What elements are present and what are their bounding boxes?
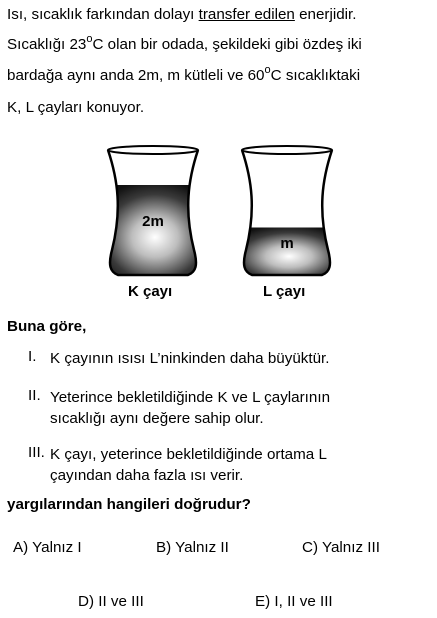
degree-symbol: o [86, 32, 93, 45]
statement-3-number: III. [28, 444, 45, 461]
glass-l-label: L çayı [263, 283, 306, 300]
intro-paragraph [7, 0, 435, 122]
statement-1-number: I. [28, 348, 37, 365]
statement-2-line-2: sıcaklığı aynı değere sahip olur. [50, 410, 264, 427]
intro-text: bardağa aynı anda 2m, m kütleli ve 60 [7, 67, 265, 84]
option-d[interactable]: D) II ve III [78, 593, 144, 610]
statement-3-line-1: K çayı, yeterince bekletildiğinde ortama L [50, 446, 327, 463]
lead-text: Buna göre, [7, 318, 87, 335]
intro-text: Isı, sıcaklık farkından dolayı [7, 6, 199, 23]
glasses-illustration [100, 140, 340, 290]
degree-symbol: o [264, 64, 271, 76]
intro-line-2 [7, 30, 435, 62]
statement-2-line-1: Yeterince bekletildiğinde K ve L çaylarının [50, 389, 331, 406]
glass-l-rim [242, 146, 332, 154]
option-a[interactable]: A) Yalnız I [13, 539, 82, 556]
statement-3 [50, 444, 327, 486]
option-b[interactable]: B) Yalnız II [156, 539, 229, 556]
glass-k [100, 146, 210, 280]
statement-1-line-1: K çayının ısısı L’ninkinden daha büyüktür. [50, 350, 330, 367]
glass-l [234, 146, 340, 280]
glasses-figure [100, 140, 340, 310]
statement-3-line-2: çayından daha fazla ısı verir. [50, 467, 244, 484]
glass-k-label: K çayı [128, 283, 173, 300]
glass-l-mass-label: m [280, 235, 294, 252]
statement-2 [50, 387, 330, 429]
intro-text: Sıcaklığı 23 [7, 35, 87, 53]
statement-2-number: II. [28, 387, 41, 404]
question-text: yargılarından hangileri doğrudur? [7, 496, 251, 513]
option-e[interactable]: E) I, II ve III [255, 593, 333, 610]
intro-line-4: K, L çayları konuyor. [7, 98, 145, 116]
statement-1 [50, 348, 329, 369]
intro-text: C olan bir odada, şekildeki gibi özdeş iki [92, 35, 362, 53]
glass-k-mass-label: 2m [142, 213, 164, 230]
glass-k-rim [108, 146, 198, 154]
intro-line-3 [7, 61, 435, 93]
intro-text: enerjidir. [294, 6, 357, 23]
intro-text: C sıcaklıktaki [270, 67, 361, 84]
underlined-term: transfer edilen [198, 6, 295, 23]
intro-line-1 [7, 0, 435, 30]
option-c[interactable]: C) Yalnız III [302, 539, 380, 556]
